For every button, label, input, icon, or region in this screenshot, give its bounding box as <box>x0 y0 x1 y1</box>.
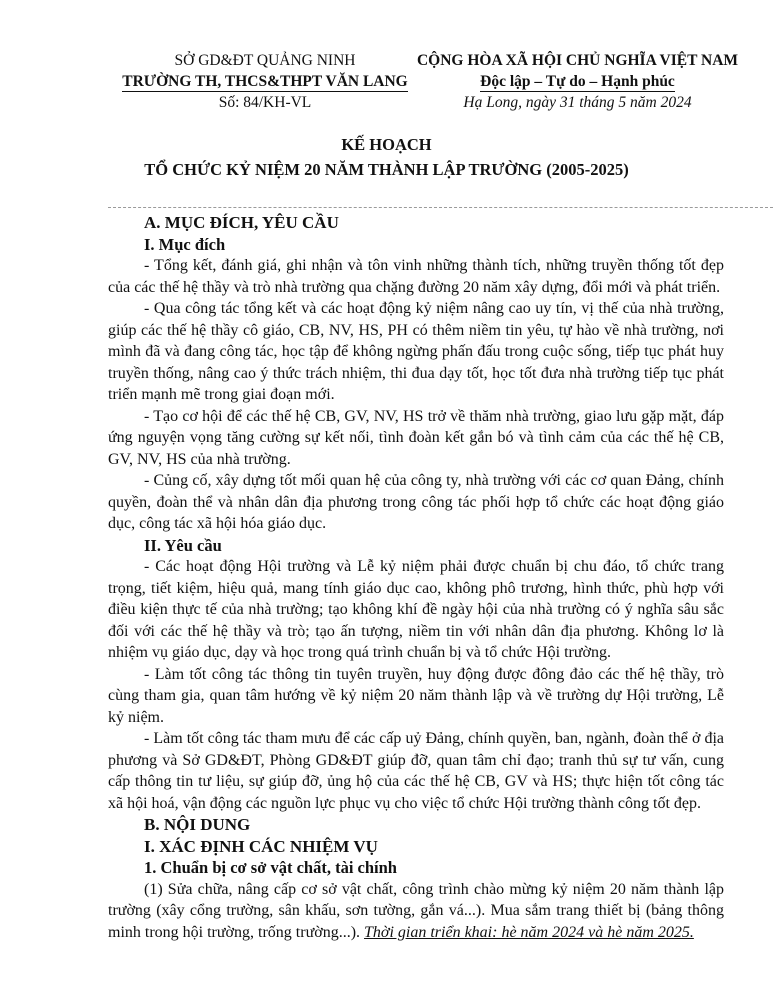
task-deadline: Thời gian triển khai: hè năm 2024 và hè năm 2025. <box>364 923 694 941</box>
paragraph: - Làm tốt công tác tham mưu để các cấp uỷ Đảng, chính quyền, ban, ngành, đoàn thể ở địa phương và Sở GD&ĐT, Phòng GD&ĐT giúp đỡ, quan tâm chỉ đạo; tranh thủ sự tư vấn, cung cấp thông tin tư liệu, sự giúp đỡ, ủng hộ của các thế hệ CB, GV và HS; thực hiện tốt công tác xã hội hoá, vận động các nguồn lực phục vụ cho việc tổ chức Hội trường thành công tốt đẹp. <box>108 730 724 812</box>
section-a-heading: A. MỤC ĐÍCH, YÊU CẦU <box>144 213 339 232</box>
purpose-heading: I. Mục đích <box>144 234 226 254</box>
paragraph: - Tổng kết, đánh giá, ghi nhận và tôn vinh những thành tích, những truyền thống tốt đẹp của các thế hệ thầy và trò nhà trường qua chặng đường 20 năm xây dựng, đổi mới và phát triển. <box>108 257 724 296</box>
tasks-heading: I. XÁC ĐỊNH CÁC NHIỆM VỤ <box>144 836 378 856</box>
national-motto: Độc lập – Tự do – Hạnh phúc <box>480 73 675 90</box>
document-number: Số: 84/KH-VL <box>218 94 312 111</box>
issuer-block <box>100 50 430 113</box>
department-name: SỞ GD&ĐT QUẢNG NINH <box>174 52 356 69</box>
paragraph: - Củng cố, xây dựng tốt mối quan hệ của công ty, nhà trường với các cơ quan Đảng, chính quyền, đoàn thể và nhân dân địa phương trong công tác phối hợp tổ chức các hoạt động giáo dục, công tác xã hội hóa giáo dục. <box>108 472 724 532</box>
paragraph: - Qua công tác tổng kết và các hoạt động kỷ niệm nâng cao uy tín, vị thế của nhà trường, giúp các thế hệ thầy cô giáo, CB, NV, HS, PH có thêm niềm tin yêu, tự hào về nhà trường, nơi mình đã và đang công tác, học tập để không ngừng phấn đấu trong cuộc sống, tiếp tục phát huy truyền thống, nâng cao ý thức trách nhiệm, thi đua dạy tốt, học tốt đưa nhà trường tiếp tục phát triển mạnh mẽ trong giai đoạn mới. <box>108 300 724 403</box>
paragraph: - Làm tốt công tác thông tin tuyên truyền, huy động được đông đảo các thế hệ thầy, trò cùng tham gia, quan tâm hướng về kỷ niệm 20 năm thành lập và về trường dự Hội trường, Lễ kỷ niệm. <box>108 665 724 726</box>
document-title: KẾ HOẠCH <box>341 135 432 154</box>
paragraph: - Các hoạt động Hội trường và Lễ kỷ niệm phải được chuẩn bị chu đáo, tổ chức trang trọng, tiết kiệm, hiệu quả, mang tính giáo dục cao, không phô trương, hình thức, phù hợp với điều kiện thực tế của nhà trường; tạo không khí đề ngày hội của nhà trường có ý nghĩa sâu sắc đối với các thế hệ thầy và trò; tạo ấn tượng, niềm tin với nhân dân địa phương. Không lơ là nhiệm vụ giáo dục, dạy và học trong quá trình chuẩn bị và tổ chức Hội trường. <box>108 558 724 661</box>
requirements-heading: II. Yêu cầu <box>144 535 222 555</box>
section-b-heading: B. NỘI DUNG <box>144 815 251 834</box>
paragraph <box>108 879 724 944</box>
document-subtitle: TỔ CHỨC KỶ NIỆM 20 NĂM THÀNH LẬP TRƯỜNG (2005-2025) <box>144 160 629 179</box>
document-body <box>108 212 724 943</box>
divider <box>108 207 773 208</box>
national-block <box>405 50 750 113</box>
nation-title: CỘNG HÒA XÃ HỘI CHỦ NGHĨA VIỆT NAM <box>416 52 739 69</box>
document-date: Hạ Long, ngày 31 tháng 5 năm 2024 <box>463 94 692 111</box>
task-text: (1) Sửa chữa, nâng cấp cơ sở vật chất, công trình chào mừng kỷ niệm 20 năm thành lập trường (xây cổng trường, sân khấu, sơn tường, gắn vá...). Mua sắm trang thiết bị (bảng thông minh trong hội trường, trống trường...). <box>108 880 724 941</box>
school-name: TRƯỜNG TH, THCS&THPT VĂN LANG <box>122 73 408 90</box>
facilities-heading: 1. Chuẩn bị cơ sở vật chất, tài chính <box>144 858 397 877</box>
paragraph: - Tạo cơ hội để các thế hệ CB, GV, NV, HS trở về thăm nhà trường, giao lưu gặp mặt, đáp ứng nguyện vọng tăng cường sự kết nối, tình đoàn kết gắn bó và tình cảm của các thế hệ CB, GV, NV, HS của nhà trường. <box>108 407 724 468</box>
